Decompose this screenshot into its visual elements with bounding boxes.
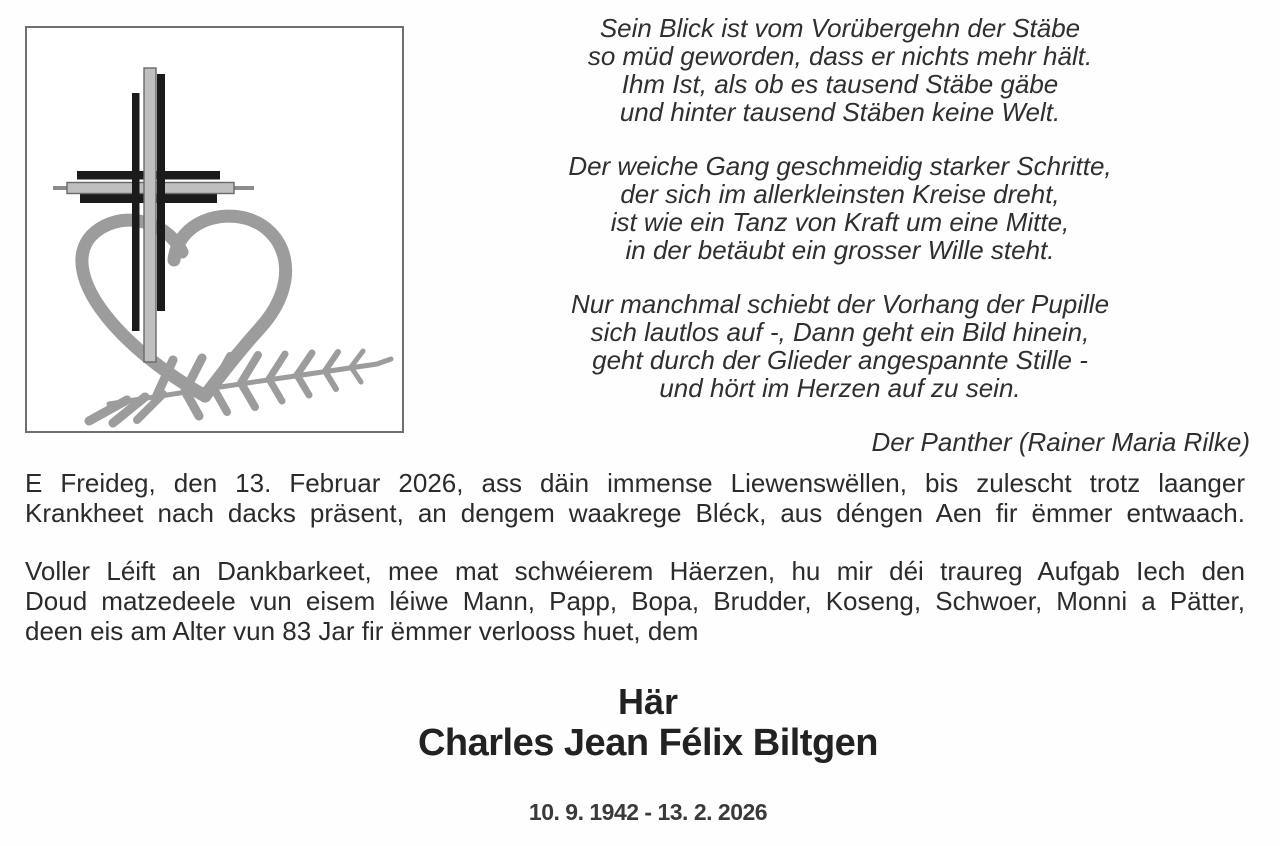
palm-branch-icon	[89, 351, 391, 423]
poem-line: der sich im allerkleinsten Kreise dreht,	[620, 179, 1060, 209]
poem-line: geht durch der Glieder angespannte Stille -	[592, 345, 1088, 375]
poem-line: und hört im Herzen auf zu sein.	[659, 373, 1021, 403]
cross-heart-palm-icon	[27, 28, 402, 431]
poem-stanza-2	[430, 152, 1250, 264]
poem-line: Ihm Ist, als ob es tausend Stäbe gäbe	[621, 69, 1059, 99]
poem-block	[430, 14, 1250, 456]
life-dates: 10. 9. 1942 - 13. 2. 2026	[528, 799, 768, 825]
paragraph-line: Doud matzedeele vun eisem léiwe Mann, Papp, Bopa, Brudder, Koseng, Schwoer, Monni a Pätter,	[25, 586, 1245, 616]
announcement-paragraph-1	[25, 468, 1245, 528]
emblem-box	[25, 26, 404, 433]
poem-stanza-1	[430, 14, 1250, 126]
poem-line: Nur manchmal schiebt der Vorhang der Pupille	[570, 289, 1110, 319]
announcement-text	[25, 468, 1245, 674]
poem-line: ist wie ein Tanz von Kraft um eine Mitte,	[610, 207, 1070, 237]
poem-attribution: Der Panther (Rainer Maria Rilke)	[871, 427, 1250, 457]
poem-line: Sein Blick ist vom Vorübergehn der Stäbe	[599, 13, 1081, 43]
poem-stanza-3	[430, 290, 1250, 402]
poem-line: so müd geworden, dass er nichts mehr hält.	[587, 41, 1093, 71]
heart-icon	[82, 216, 286, 396]
paragraph-line: E Freideg, den 13. Februar 2026, ass däin immense Liewenswëllen, bis zulescht trotz laanger	[25, 468, 1245, 498]
poem-line: in der betäubt ein grosser Wille steht.	[625, 235, 1055, 265]
paragraph-line: Krankheet nach dacks präsent, an dengem waakrege Bléck, aus déngen Aen fir ëmmer entwaach.	[25, 498, 1245, 528]
poem-line: Der weiche Gang geschmeidig starker Schritte,	[568, 151, 1112, 181]
deceased-title: Här	[617, 681, 679, 722]
paragraph-line: deen eis am Alter vun 83 Jar fir ëmmer verlooss huet, dem	[25, 616, 699, 646]
deceased-name: Charles Jean Félix Biltgen	[417, 722, 879, 764]
paragraph-line: Voller Léift an Dankbarkeet, mee mat schwéierem Häerzen, hu mir déi traureg Aufgab Iech den	[25, 556, 1245, 586]
poem-line: sich lautlos auf -, Dann geht ein Bild hinein,	[590, 317, 1090, 347]
poem-line: und hinter tausend Stäben keine Welt.	[619, 97, 1061, 127]
announcement-paragraph-2	[25, 556, 1245, 646]
